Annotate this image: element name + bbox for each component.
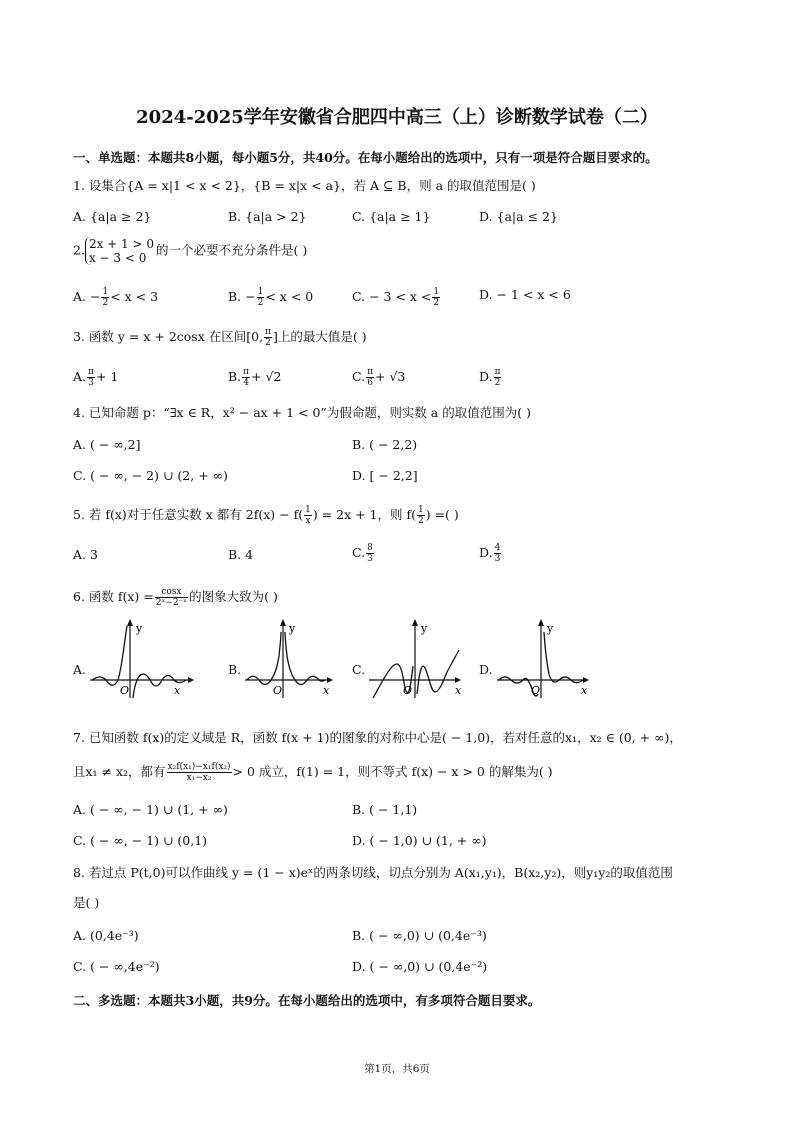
q8-option-a: A. (0,4e⁻³) bbox=[73, 928, 139, 943]
frac-den: 2 bbox=[265, 338, 271, 348]
q4-option-b: B. ( − 2,2) bbox=[352, 437, 418, 452]
curve bbox=[373, 650, 459, 698]
frac-num: π bbox=[243, 367, 250, 377]
frac-num: cosx bbox=[155, 587, 188, 598]
q5-stem-tail: ) =( ) bbox=[425, 507, 459, 522]
frac-num: π bbox=[265, 327, 271, 337]
q3-option-a-tail: + 1 bbox=[95, 369, 119, 384]
q6-graph-c bbox=[367, 616, 471, 700]
frac-den: 2 bbox=[494, 378, 501, 388]
x-axis-label: x bbox=[455, 684, 462, 697]
curve bbox=[247, 632, 325, 685]
q2-option-b-tail: < x < 0 bbox=[265, 289, 314, 304]
x-axis-arrow bbox=[188, 677, 194, 683]
q4-option-d: D. [ − 2,2] bbox=[352, 468, 418, 483]
q1-option-b: B. {a|a > 2} bbox=[228, 209, 307, 224]
question-2-stem bbox=[73, 237, 307, 265]
q8-option-d: D. ( − ∞,0) ∪ (0,4e⁻²) bbox=[352, 959, 488, 974]
q2-system-line-1: 2x + 1 > 0 bbox=[88, 237, 154, 251]
q2-inequality-system bbox=[85, 237, 154, 265]
q5-option-c bbox=[352, 543, 375, 564]
q5-option-b: B. 4 bbox=[228, 547, 254, 562]
question-1-stem: 1. 设集合{A = x|1 < x < 2}，{B = x|x < a}，若 A ⊆ B，则 a 的取值范围是( ) bbox=[73, 178, 536, 193]
q5-recip-frac bbox=[304, 505, 312, 526]
q6-function-frac bbox=[155, 587, 188, 608]
question-6-stem bbox=[73, 587, 278, 608]
q3-option-b-tail: + √2 bbox=[251, 369, 282, 384]
frac-den: 2 bbox=[257, 298, 264, 308]
q2-option-b-frac bbox=[257, 287, 265, 308]
frac-den: 3 bbox=[494, 554, 501, 564]
x-axis-label: x bbox=[581, 684, 588, 697]
frac-num: 1 bbox=[305, 505, 311, 515]
q2-option-c-frac bbox=[432, 287, 440, 308]
frac-num: x₂f(x₁)−x₁f(x₂) bbox=[167, 762, 231, 772]
origin-label: O bbox=[403, 684, 413, 697]
frac-num: π bbox=[367, 367, 374, 377]
page-title: 2024-2025学年安徽省合肥四中高三（上）诊断数学试卷（二） bbox=[136, 107, 658, 128]
q8-option-b: B. ( − ∞,0) ∪ (0,4e⁻³) bbox=[352, 928, 487, 943]
q3-option-b bbox=[228, 367, 281, 388]
question-7-line-1: 7. 已知函数 f(x)的定义域是 R，函数 f(x + 1)的图象的对称中心是( − 1,0)，若对任意的x₁，x₂ ∈ (0, + ∞)， bbox=[73, 730, 682, 745]
q3-option-c-frac bbox=[366, 367, 374, 388]
x-axis-arrow bbox=[583, 677, 589, 683]
q5-option-d bbox=[479, 543, 502, 564]
q5-option-d-label: D. bbox=[479, 545, 493, 560]
q6-stem-tail: 的图象大致为( ) bbox=[189, 589, 278, 604]
question-8-line-2: 是( ) bbox=[73, 895, 100, 910]
q3-option-d-label: D. bbox=[479, 369, 493, 384]
q2-number: 2. bbox=[73, 242, 85, 258]
x-axis-label: x bbox=[174, 684, 181, 697]
q7-option-d: D. ( − 1,0) ∪ (1, + ∞) bbox=[352, 833, 487, 848]
frac-den: x bbox=[305, 516, 311, 526]
question-5-stem bbox=[73, 505, 459, 526]
q3-option-d bbox=[479, 367, 502, 388]
frac-num: π bbox=[88, 367, 94, 377]
frac-den: 2 bbox=[417, 516, 424, 526]
q6-option-c-label: C. bbox=[352, 662, 366, 677]
frac-den: 6 bbox=[367, 378, 373, 388]
frac-num: 8 bbox=[367, 543, 373, 553]
frac-num: 1 bbox=[433, 287, 440, 297]
q7-option-c: C. ( − ∞, − 1) ∪ (0,1) bbox=[73, 833, 208, 848]
origin-label: O bbox=[120, 684, 130, 697]
q3-option-a bbox=[73, 367, 118, 388]
frac-den: x₁−x₂ bbox=[186, 773, 212, 783]
q7-condition-frac bbox=[167, 762, 232, 783]
origin-label: O bbox=[273, 684, 283, 697]
q3-option-a-label: A. bbox=[73, 369, 87, 384]
q1-option-c: C. {a|a ≥ 1} bbox=[352, 209, 431, 224]
origin-label: O bbox=[531, 684, 541, 697]
page-footer: 第1页，共6页 bbox=[364, 1063, 430, 1075]
y-axis-label: y bbox=[289, 622, 296, 635]
frac-den: 2 bbox=[433, 298, 440, 308]
q6-stem-head: 6. 函数 f(x) = bbox=[73, 589, 154, 604]
q2-option-b-label: B. − bbox=[228, 289, 256, 304]
frac-num: 1 bbox=[102, 287, 109, 297]
q3-option-c bbox=[352, 367, 405, 388]
q6-option-d-label: D. bbox=[479, 662, 493, 677]
q3-option-c-label: C. bbox=[352, 369, 366, 384]
frac-den: 4 bbox=[243, 378, 249, 388]
q2-option-d: D. − 1 < x < 6 bbox=[479, 287, 571, 302]
q3-option-c-tail: + √3 bbox=[375, 369, 406, 384]
frac-num: 1 bbox=[257, 287, 264, 297]
q1-option-a: A. {a|a ≥ 2} bbox=[73, 209, 152, 224]
x-axis-arrow bbox=[327, 677, 333, 683]
y-axis-arrow bbox=[280, 619, 286, 626]
q6-graph-d bbox=[495, 618, 599, 700]
q5-half-frac bbox=[417, 505, 425, 526]
q3-stem-tail: ]上的最大值是( ) bbox=[272, 329, 367, 344]
q6-option-a-label: A. bbox=[73, 662, 87, 677]
frac-den: 3 bbox=[88, 378, 94, 388]
frac-num: π bbox=[494, 367, 501, 377]
frac-num: 1 bbox=[417, 505, 424, 515]
question-7-line-2 bbox=[73, 762, 553, 783]
q5-option-c-label: C. bbox=[352, 545, 366, 560]
y-axis-arrow bbox=[538, 619, 544, 626]
q2-option-a-tail: < x < 3 bbox=[110, 289, 159, 304]
frac-num: 4 bbox=[494, 543, 501, 553]
section-heading-multi-choice: 二、多选题：本题共3小题，共9分。在每小题给出的选项中，有多项符合题目要求。 bbox=[73, 993, 541, 1008]
q4-option-a: A. ( − ∞,2] bbox=[73, 437, 141, 452]
y-axis-label: y bbox=[136, 622, 143, 635]
q5-option-d-frac bbox=[494, 543, 502, 564]
q6-graph-a bbox=[88, 618, 200, 700]
q7-line-2-tail: > 0 成立，f(1) = 1，则不等式 f(x) − x > 0 的解集为( ) bbox=[232, 764, 553, 779]
q5-option-a: A. 3 bbox=[73, 547, 98, 562]
frac-den: 2 bbox=[102, 298, 109, 308]
y-axis-label: y bbox=[547, 622, 554, 635]
q2-option-a-label: A. − bbox=[73, 289, 101, 304]
q3-option-a-frac bbox=[87, 367, 95, 388]
q2-option-a-frac bbox=[101, 287, 109, 308]
q2-stem-tail: 的一个必要不充分条件是( ) bbox=[155, 242, 308, 258]
x-axis-label: x bbox=[323, 684, 330, 697]
q7-option-b: B. ( − 1,1) bbox=[352, 802, 418, 817]
q3-stem-head: 3. 函数 y = x + 2cosx 在区间[0, bbox=[73, 329, 264, 344]
q3-interval-frac bbox=[264, 327, 272, 348]
question-8-line-1: 8. 若过点 P(t,0)可以作曲线 y = (1 − x)eˣ的两条切线，切点分别为 A(x₁,y₁)，B(x₂,y₂)，则y₁y₂的取值范围 bbox=[73, 865, 673, 880]
q1-option-d: D. {a|a ≤ 2} bbox=[479, 209, 558, 224]
question-3-stem bbox=[73, 327, 367, 348]
q5-option-c-frac bbox=[366, 543, 374, 564]
q2-option-b bbox=[228, 287, 313, 308]
q2-option-c bbox=[352, 287, 441, 308]
y-axis-arrow bbox=[412, 619, 418, 626]
y-axis-arrow bbox=[127, 619, 133, 626]
frac-den: 3 bbox=[367, 554, 373, 564]
q3-option-d-frac bbox=[494, 367, 502, 388]
curve bbox=[92, 626, 186, 698]
x-axis-arrow bbox=[455, 677, 461, 683]
q4-option-c: C. ( − ∞, − 2) ∪ (2, + ∞) bbox=[73, 468, 228, 483]
q3-option-b-frac bbox=[242, 367, 250, 388]
q6-graph-b bbox=[243, 618, 343, 700]
q8-option-c: C. ( − ∞,4e⁻²) bbox=[73, 959, 160, 974]
q6-option-b-label: B. bbox=[228, 662, 242, 677]
q7-line-2-head: 且x₁ ≠ x₂，都有 bbox=[73, 764, 166, 779]
q2-option-c-label: C. − 3 < x < bbox=[352, 289, 432, 304]
section-heading-single-choice: 一、单选题：本题共8小题，每小题5分，共40分。在每小题给出的选项中，只有一项是符合题目要求的。 bbox=[73, 150, 658, 165]
q5-stem-mid: ) = 2x + 1，则 f( bbox=[312, 507, 416, 522]
q7-option-a: A. ( − ∞, − 1) ∪ (1, + ∞) bbox=[73, 802, 228, 817]
q2-option-a bbox=[73, 287, 158, 308]
question-4-stem: 4. 已知命题 p：“∃x ∈ R，x² − ax + 1 < 0”为假命题，则实数 a 的取值范围为( ) bbox=[73, 405, 531, 420]
frac-den: 2ˣ−2⁻ˣ bbox=[155, 598, 188, 608]
y-axis-label: y bbox=[421, 622, 428, 635]
q3-option-b-label: B. bbox=[228, 369, 242, 384]
q5-stem-head: 5. 若 f(x)对于任意实数 x 都有 2f(x) − f( bbox=[73, 507, 304, 522]
q2-system-line-2: x − 3 < 0 bbox=[88, 251, 147, 265]
